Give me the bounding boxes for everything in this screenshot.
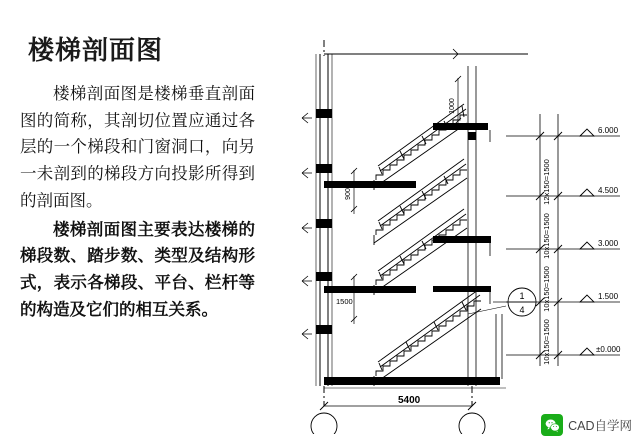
stair-section-drawing — [258, 14, 640, 434]
wechat-icon — [541, 414, 563, 436]
inner-dim-2: 1500 — [336, 297, 353, 306]
riser-dim-3: 10x150=1500 — [542, 319, 551, 365]
article-text-column — [20, 30, 255, 325]
article-paragraph-1: 楼梯剖面图是楼梯垂直剖面图的简称，其剖切位置应通过各层的一个梯段和门窗洞口，向另一未剖到的梯段方向投影所得到的剖面图。 — [20, 84, 255, 210]
riser-dim-1: 10x150=1500 — [542, 213, 551, 259]
riser-dim-0: 12x150=1500 — [542, 159, 551, 205]
elevation-label-3: 1.500 — [598, 292, 619, 301]
callout-bottom: 4 — [519, 305, 525, 315]
inner-dim-1: 900 — [345, 188, 352, 200]
article-paragraph-2: 楼梯剖面图主要表达楼梯的梯段数、踏步数、类型及结构形式，表示各梯段、平台、栏杆等的构造及它们的相互关系。 — [20, 219, 255, 319]
riser-dim-2: 10x150=1500 — [542, 266, 551, 312]
inner-dim-0: 1000 — [449, 98, 456, 114]
callout-top: 1 — [519, 291, 525, 301]
watermark-label: CAD自学网 — [568, 419, 632, 433]
elevation-label-0: 6.000 — [598, 126, 619, 135]
elevation-label-2: 3.000 — [598, 239, 619, 248]
watermark — [541, 414, 632, 436]
elevation-label-1: 4.500 — [598, 186, 619, 195]
page-title: 楼梯剖面图 — [28, 36, 164, 65]
elevation-label-4: ±0.000 — [596, 345, 621, 354]
bottom-dimension: 5400 — [398, 395, 421, 406]
drawing-canvas — [258, 14, 640, 434]
